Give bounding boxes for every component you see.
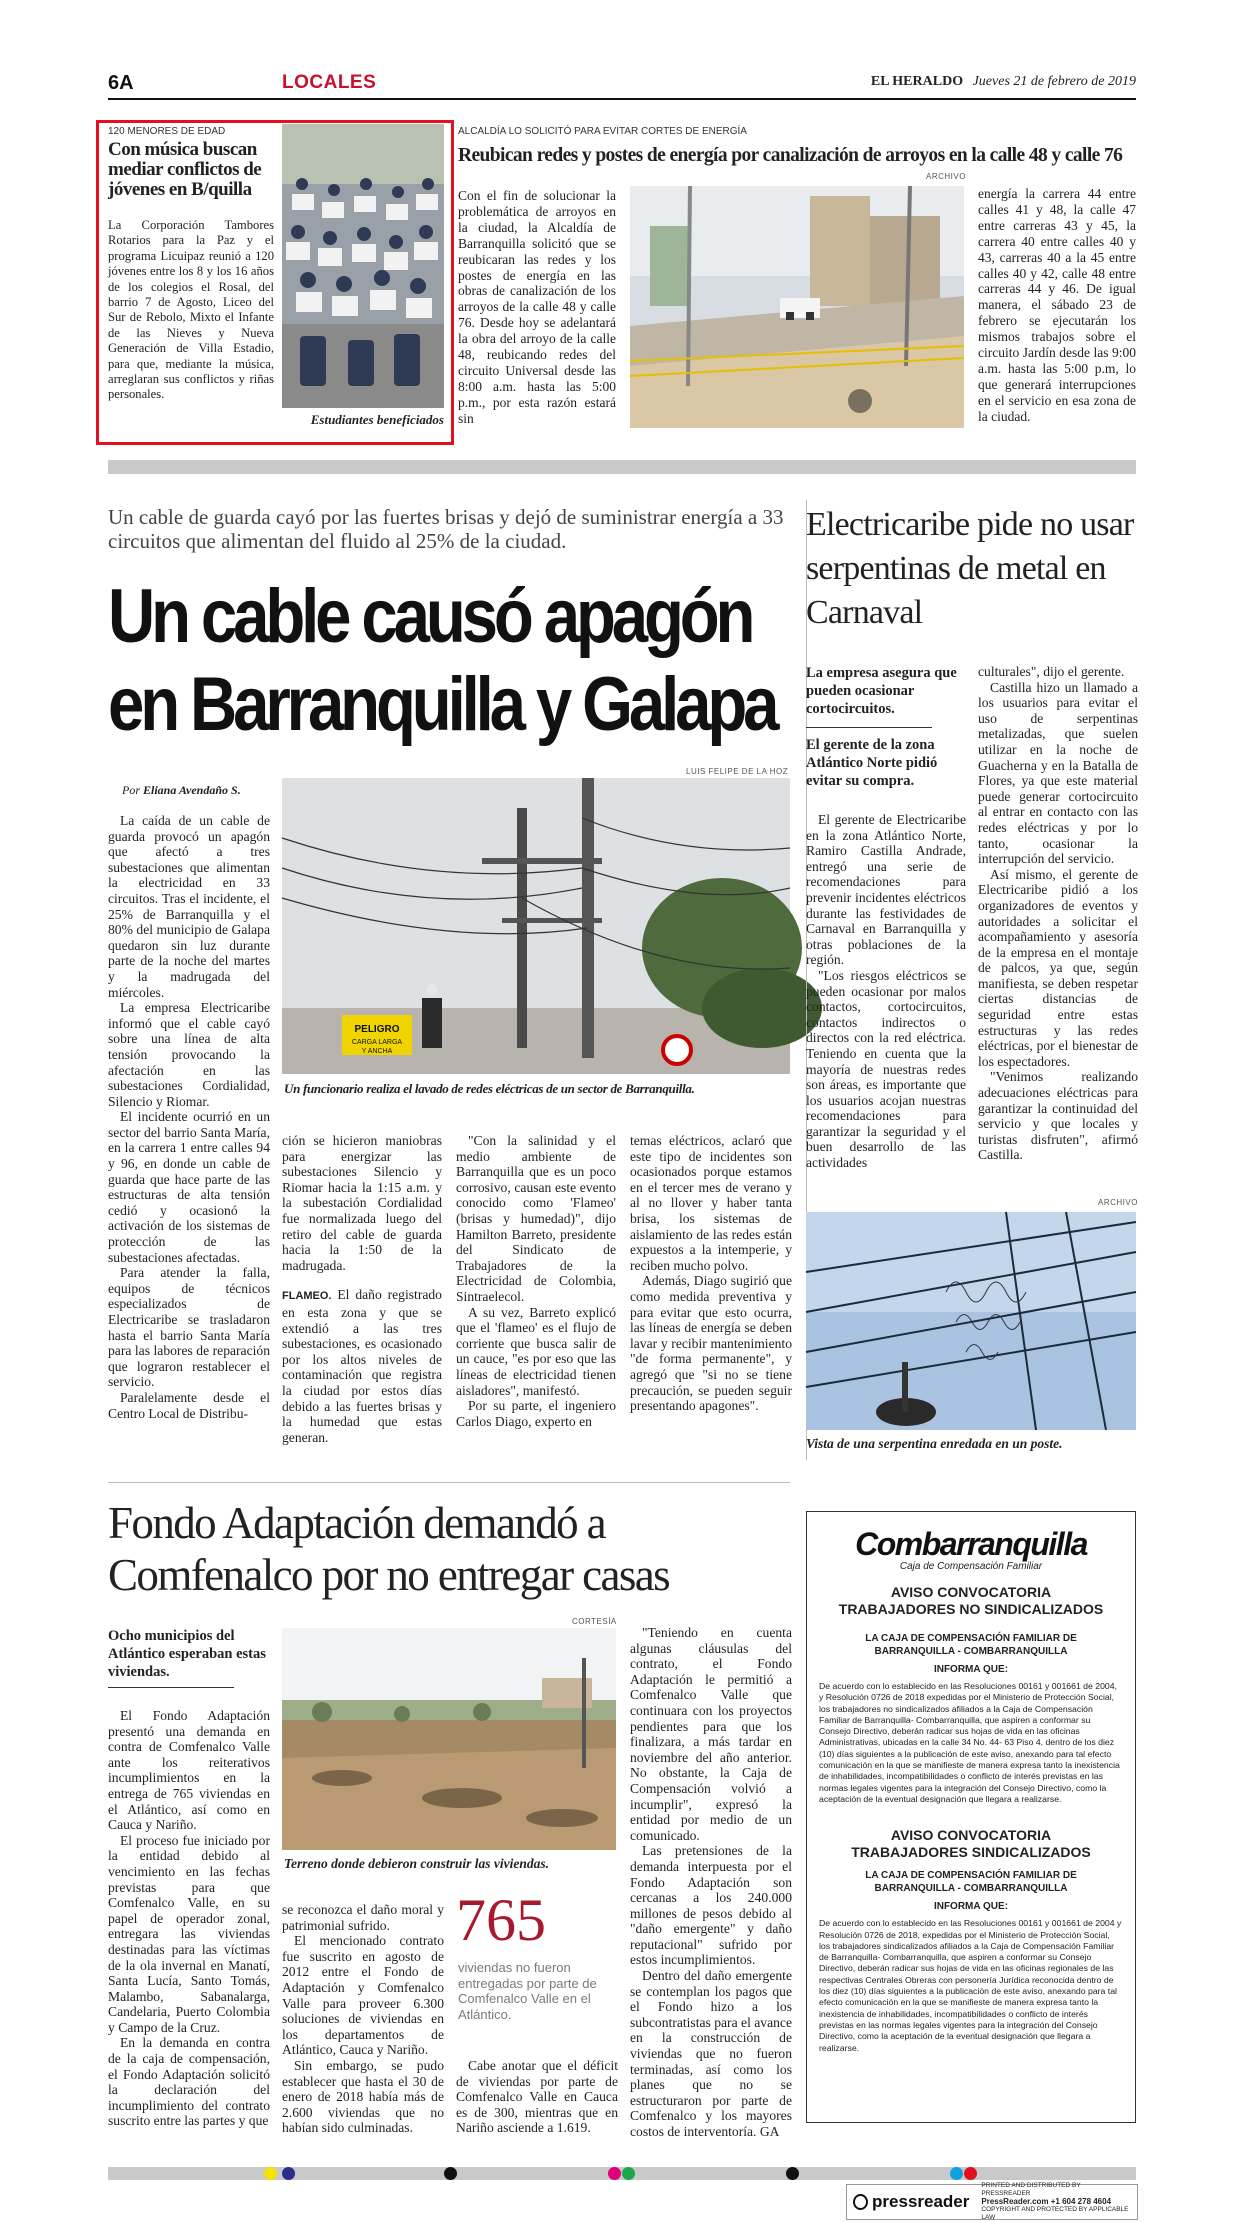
bottom-col3 [456, 2058, 618, 2136]
side-col1 [806, 812, 966, 1171]
ad-block1-title: AVISO CONVOCATORIA TRABAJADORES NO SINDICALIZADOS [838, 1584, 1104, 1617]
ad-block1-label: INFORMA QUE: [933, 1664, 1009, 1675]
main-col2 [282, 1133, 442, 1445]
main-byline [122, 783, 241, 798]
box-body-text: La Corporación Tambores Rotarios para la Paz y el programa Licuipaz reunió a 120 jóvenes entre los 8 y los 16 años de los colegios el Rosal, del barrio 7 de Agosto, Liceo del Sur de Rebolo, Mixto el Infante de las Nieves y Nueva Generación de Villa Estadio, para que, mediante la música, arreglaran sus conflictos y riñas personales. [108, 218, 274, 402]
register-mark-navy [282, 2167, 295, 2180]
box-caption: Estudiantes beneficiados [310, 412, 444, 427]
side-headline: Electricaribe pide no usar serpentinas de metal en Carnaval [806, 506, 1134, 631]
svg-text:CARGA LARGA: CARGA LARGA [351, 1039, 403, 1046]
ad-box [806, 1511, 1136, 2123]
terrain-photo [282, 1628, 616, 1850]
top-col1-text: Con el fin de solucionar la problemática de arroyos en la ciudad, la Alcaldía de Barranquilla solicitó que se reubicaran las redes y los postes de energía en las obras de canalización de los arroyos de la calle 48 y calle 76. Desde hoy se adelantará la obra del arroyo de la calle 48, reubicando redes del circuito Universal desde las 8:00 a.m. hasta las 5:00 p.m., por esta razón estará sin [458, 188, 616, 426]
main-col1-p5: Paralelamente desde el Centro Local de Distribu- [108, 1389, 270, 1421]
register-mark-yellow [264, 2167, 277, 2180]
ad-block1-text: De acuerdo con lo establecido en las Resoluciones 00161 y 001661 de 2004, y Resolución 0726 de 2018 expedidas por el Ministerio de Protección Social, los trabajadores no sindicalizados afiliados a la Caja de Compensación Familiar de Barranquilla- Combarranquilla, que aspiren a conformar su Consejo Directivo, deberán radicar sus hojas de vida en las oficinas Administrativas, ubicadas en la calle 34 No. 44- 63 Piso 4, dentro de los diez (10) días siguientes a la publicación de este aviso, anexando para tal efecto comunicación en la que se manifieste de manera expresa tanto la inexistencia de inhabilidades, incompatibilidades o conflicto de interés previstas en las normas legales vigentes para la integración del Consejo Directivo, como la aceptación de la eventual designación que llegara a realizarse. [819, 1681, 1120, 1804]
print-line1: PRINTED AND DISTRIBUTED BY PRESSREADER [981, 2182, 1081, 2197]
print-line2: PressReader.com +1 604 278 4604 [981, 2197, 1112, 2206]
side-col2-p2: Castilla hizo un llamado a los usuarios para evitar el uso de serpentinas metalizadas, que suelen utilizar en la noche de Guacherna y en la Batalla de Flores, ya que este material puede generar cortocircuito al entrar en contacto con las redes eléctricas y por lo tanto, ocasionar la interrupción del servicio. [978, 679, 1138, 867]
bottom-headline: Fondo Adaptación demandó a Comfenalco por no entregar casas [108, 1498, 670, 1600]
bottom-col2-p3: Sin embargo, se pudo establecer que hasta el 30 de enero de 2018 había más de 2.600 viviendas que no habían sido culminadas. [282, 2057, 444, 2136]
main-col2-p1: ción se hicieron maniobras para energizar las subestaciones Silencio y Riomar hacia la 1:15 a.m. y la subestación Cordialidad fue normalizada luego del retiro del cable de guarda hacia la 1:50 de la madrugada. [282, 1133, 442, 1273]
main-col2-p2 [282, 1287, 442, 1445]
main-col1-p4: Para atender la falla, equipos de técnicos especializados de Electricaribe se trasladaron hasta el barrio Santa María para las labores de reparación que lograron restablecer el servicio. [108, 1265, 270, 1390]
ad-brand: Combarranquilla [855, 1526, 1087, 1562]
street-image [630, 186, 964, 428]
top-col1 [458, 188, 616, 427]
top-headline: Reubican redes y postes de energía por canalización de arroyos en la calle 48 y calle 76 [458, 145, 1123, 166]
bottom-col2-p1: se reconozca el daño moral y patrimonial sufrido. [282, 1902, 444, 1933]
bottom-col1-p3: En la demanda en contra de la caja de compensación, el Fondo Adaptación solicitó la declaración del incumplimiento del contrato suscrito entre las partes y que [108, 2035, 270, 2129]
svg-text:Y ANCHA: Y ANCHA [361, 1048, 393, 1055]
bottom-col2-p2: El mencionado contrato fue suscrito en agosto de 2012 entre el Fondo de Adaptación y Comfenalco Valle para proveer 6.300 soluciones de viviendas en los departamentos de Atlántico, Cauca y Nariño. [282, 1933, 444, 2058]
ad-block2-entity: LA CAJA DE COMPENSACIÓN FAMILIAR DE BARRANQUILLA - COMBARRANQUILLA [865, 1870, 1077, 1895]
ad-block2-title: AVISO CONVOCATORIA TRABAJADORES SINDICALIZADOS [851, 1827, 1091, 1861]
pressreader-print-info [981, 2182, 1131, 2222]
pressreader-label: pressreader [872, 2192, 970, 2211]
register-mark-black [444, 2167, 457, 2180]
main-photo-credit: LUIS FELIPE DE LA HOZ [686, 767, 789, 776]
box-body [108, 218, 274, 403]
flameo-text: El daño registrado en esta zona y que se extendió a las tres subestaciones, es ocasionado por los altos niveles de contaminación que registra la ciudad por estos días debido a las fuertes brisas y la humedad que estas generan. [282, 1287, 442, 1445]
bottom-photo-credit: CORTESÍA [572, 1617, 617, 1626]
main-col3 [456, 1133, 616, 1429]
main-caption: Un funcionario realiza el lavado de redes eléctricas de un sector de Barranquilla. [284, 1081, 695, 1096]
register-mark-green [622, 2167, 635, 2180]
bottom-col1 [108, 1708, 270, 2129]
main-col4-p2: Además, Diago sugirió que como medida preventiva y para evitar que esto ocurra, las líneas de energía se deben lavar y recibir mantenimiento "de forma permanente", y agregó que "si no se tiene precaución, se pueden seguir presentando apagones". [630, 1273, 792, 1414]
section-divider [108, 460, 1136, 474]
bottom-col4-p1: "Teniendo en cuenta algunas cláusulas del contrato, el Fondo Adaptación le permitió a Comfenalco Valle que continuara con los proyectos pendientes para que los finalizara, a más tardar en noviembre del año anterior. No obstante, la Caja de Compensación volvió a incumplir", expresó la entidad por medio de un comunicado. [630, 1625, 792, 1843]
register-mark-magenta [608, 2167, 621, 2180]
pressreader-badge[interactable] [846, 2184, 1138, 2220]
stat-number: 765 [456, 1887, 546, 1953]
pressreader-icon [853, 2194, 868, 2210]
print-line3: COPYRIGHT AND PROTECTED BY APPLICABLE LAW [981, 2206, 1129, 2221]
box-kicker: 120 MENORES DE EDAD [108, 126, 226, 137]
bottom-col3-p1: Cabe anotar que el déficit de viviendas por parte de Comfenalco Valle en Cauca es de 300, mientras que en Nariño asciende a 1.619. [456, 2058, 618, 2136]
side-summary1: La empresa asegura que pueden ocasionar cortocircuitos. [806, 665, 957, 717]
top-photo-credit: ARCHIVO [926, 172, 966, 181]
main-col3-p2: A su vez, Barreto explicó que el 'flameo' es el flujo de corriente que busca salir de un cauce, "es por eso que las líneas de electricidad tienen aisladores", manifestó. [456, 1304, 616, 1398]
street-photo [630, 186, 964, 428]
serpentine-photo [806, 1212, 1136, 1430]
side-col2-p4: "Venimos realizando adecuaciones eléctricas para garantizar la continuidad del servicio y que locales y turistas disfruten", afirmó Castilla. [978, 1069, 1138, 1163]
register-mark-black-2 [786, 2167, 799, 2180]
lineman-image [282, 778, 790, 1074]
main-col1-p1: La caída de un cable de guarda provocó un apagón que afectó a tres subestaciones que alimentan la electricidad en 33 circuitos. Tras el incidente, el 25% de Barranquilla y el 80% del municipio de Galapa quedaron sin luz durante parte de la noche del martes y la madrugada del miércoles. [108, 813, 270, 1000]
header-rule [108, 98, 1136, 100]
bottom-caption: Terreno donde debieron construir las viviendas. [284, 1856, 550, 1871]
main-col4 [630, 1133, 792, 1414]
main-col4-p1: temas eléctricos, aclaró que este tipo de incidentes son ocasionados porque estamos en el tercer mes de verano y al no llover y haber tanta brisa, los sistemas de aislamiento de las redes están expuestos a la intemperie, y reciben mucho polvo. [630, 1133, 792, 1273]
main-deck: Un cable de guarda cayó por las fuertes brisas y dejó de suministrar energía a 33 circuitos que alimentan del fluido al 25% de la ciudad. [108, 505, 784, 553]
page-number: 6A [108, 72, 134, 94]
lineman-photo [282, 778, 790, 1074]
main-col3-p1: "Con la salinidad y el medio ambiente de Barranquilla que es un poco corrosivo, causan este evento conocido como 'Flameo' (brisas y humedad)", dijo Hamilton Barreto, presidente del Sindicato de Trabajadores de la Electricidad de Colombia, Sintraelecol. [456, 1133, 616, 1304]
bottom-col1-p2: El proceso fue iniciado por la entidad debido al vencimiento en las fechas previstas para que Comfenalco Valle, en su papel de operador zonal, entregara las viviendas destinadas para las víctimas de la ola invernal en Manatí, Santa Lucía, Santo Tomás, Malambo, Sabanalarga, Candelaria, Puerto Colombia y Campo de la Cruz. [108, 1832, 270, 2035]
bottom-col4 [630, 1625, 792, 2140]
side-col2-p1: culturales", dijo el gerente. [978, 664, 1125, 679]
register-mark-cyan [950, 2167, 963, 2180]
side-col2 [978, 664, 1138, 1163]
ad-brand-sub: Caja de Compensación Familiar [899, 1561, 1043, 1572]
byline-prefix: Por [122, 783, 140, 797]
bottom-col4-p3: Dentro del daño emergente se contemplan los pagos que el Fondo hizo a los subcontratistas para el avance en la construcción de viviendas que no fueron terminadas, así como los planes que no se estructuraron por parte de Comfenalco y los mayores costos de interventoría. GA [630, 1968, 792, 2139]
main-col3-p3: Por su parte, el ingeniero Carlos Diago, experto en [456, 1398, 616, 1429]
main-col1 [108, 813, 270, 1421]
students-image [282, 124, 444, 408]
bottom-col1-p1: El Fondo Adaptación presentó una demanda en contra de Comfenalco Valle ante los reiterativos incumplimientos en la entrega de 765 viviendas en el Atlántico, así como en Cauca y Nariño. [108, 1708, 270, 1833]
section-label: LOCALES [282, 72, 377, 93]
top-col2 [978, 186, 1136, 425]
ad-block2-label: INFORMA QUE: [933, 1901, 1009, 1913]
bottom-col4-p2: Las pretensiones de la demanda interpuesta por el Fondo Adaptación son cercanas a los 240.000 millones de pesos debido al "daño emergente" y daño reputacional" sufrido por estos incumplimientos. [630, 1843, 792, 1968]
stat-text: viviendas no fueron entregadas por parte de Comfenalco Valle en el Atlántico. [458, 1960, 597, 2022]
ad-block1-entity: LA CAJA DE COMPENSACIÓN FAMILIAR DE BARRANQUILLA - COMBARRANQUILLA [865, 1633, 1077, 1657]
side-summary-rule [806, 727, 932, 728]
side-caption: Vista de una serpentina enredada en un poste. [806, 1436, 1063, 1451]
svg-text:PELIGRO: PELIGRO [354, 1024, 400, 1035]
register-mark-red [964, 2167, 977, 2180]
students-photo [282, 124, 444, 408]
main-col1-p2: La empresa Electricaribe informó que el cable cayó sobre una línea de alta tensión provocando la afectación en las subestaciones Cordialidad, Silencio y Riomar. [108, 1000, 270, 1109]
bottom-summary: Ocho municipios del Atlántico esperaban estas viviendas. [108, 1628, 266, 1680]
terrain-image [282, 1628, 616, 1850]
side-col1-p1: El gerente de Electricaribe en la zona Atlántico Norte, Ramiro Castilla Andrade, entregó una serie de recomendaciones para prevenir incidentes eléctricos durante las festividades de Carnaval en Barranquilla y otras poblaciones de la región. [806, 812, 966, 968]
main-col1-p3: El incidente ocurrió en un sector del barrio Santa María, en la carrera 1 entre calles 94 y 96, en donde un cable de guarda que hace parte de las estructuras de alta tensión cedió y ocasionó la activación de los sistemas de protección de las subestaciones afectadas. [108, 1109, 270, 1265]
bottom-col2 [282, 1902, 444, 2136]
main-headline: Un cable causó apagón en Barranquilla y Galapa [108, 574, 776, 747]
bottom-section-rule [108, 1482, 790, 1483]
side-col2-p3: Así mismo, el gerente de Electricaribe pidió a los organizadores de eventos y autoridades a solicitar el acompañamiento y asesoría de la empresa en el montaje de palcos, ya que, según manifiesta, se deben respetar ciertas distancias de seguridad entre estas estructuras y las redes eléctricas, por el bienestar de los espectadores. [978, 866, 1138, 1069]
bottom-summary-rule [108, 1687, 234, 1688]
flameo-lead: FLAMEO. [282, 1290, 332, 1303]
box-headline: Con música buscan mediar conflictos de jóvenes en B/quilla [108, 139, 262, 200]
paper-name: EL HERALDO [870, 74, 964, 89]
issue-date: Jueves 21 de febrero de 2019 [972, 74, 1136, 89]
top-col2-text: energía la carrera 44 entre calles 41 y 48, la calle 47 entre carreras 43 y 45, la carrera 40 entre calles 40 y 43, carreras 40 a la 45 entre calles 40 y 42, calle 48 entre carreras 44 y 46. De igual manera, el sábado 23 de febrero se ejecutarán los mismos trabajos sobre el circuito Jardín desde las 9:00 a.m. hasta las 5:00 p.m, lo que generará interrupciones en el servicio en esa zona de la ciudad. [978, 186, 1136, 424]
top-kicker: ALCALDÍA LO SOLICITÓ PARA EVITAR CORTES DE ENERGÍA [458, 126, 747, 137]
masthead [800, 74, 1136, 90]
side-col1-p2: "Los riesgos eléctricos se pueden ocasionar por malos contactos, cortocircuitos, contactos indirectos o directos con la red eléctrica. Teniendo en cuenta que la mayoría de nuestras redes son áreas, es importante que los usuarios acojan nuestras recomendaciones para garantizar la seguridad y el buen desarrollo de las actividades [806, 967, 966, 1171]
side-summary2: El gerente de la zona Atlántico Norte pidió evitar su compra. [806, 737, 938, 789]
byline-name: Eliana Avendaño S. [143, 783, 241, 797]
ad-block2-text: De acuerdo con lo establecido en las Resoluciones 00161 y 001661 de 2004 y Resolución 0726 de 2018, expedidas por el Ministerio de Protección Social, los trabajadores sindicalizados afiliados a la Caja de Compensación Familiar de Barranquilla- Combarranquilla, que aspiren a conformar su Consejo Directivo, deberán radicar sus hojas de vida en las oficinas regionales de las respectivas Centrales Obreras con personería Jurídica reconocida dentro de los diez (10) días siguientes a la publicación de este aviso, anexando para tal efecto comunicación en la que se manifieste de manera expresa tanto la inexistencia de inhabilidades, incompatibilidades o conflicto de interés previstas en las normas legales vigentes para la integración del Consejo Directivo, como la aceptación de la eventual designación que llegara a realizarse. [819, 1918, 1122, 2053]
serpentine-image [806, 1212, 1136, 1430]
side-photo-credit: ARCHIVO [1098, 1198, 1138, 1207]
